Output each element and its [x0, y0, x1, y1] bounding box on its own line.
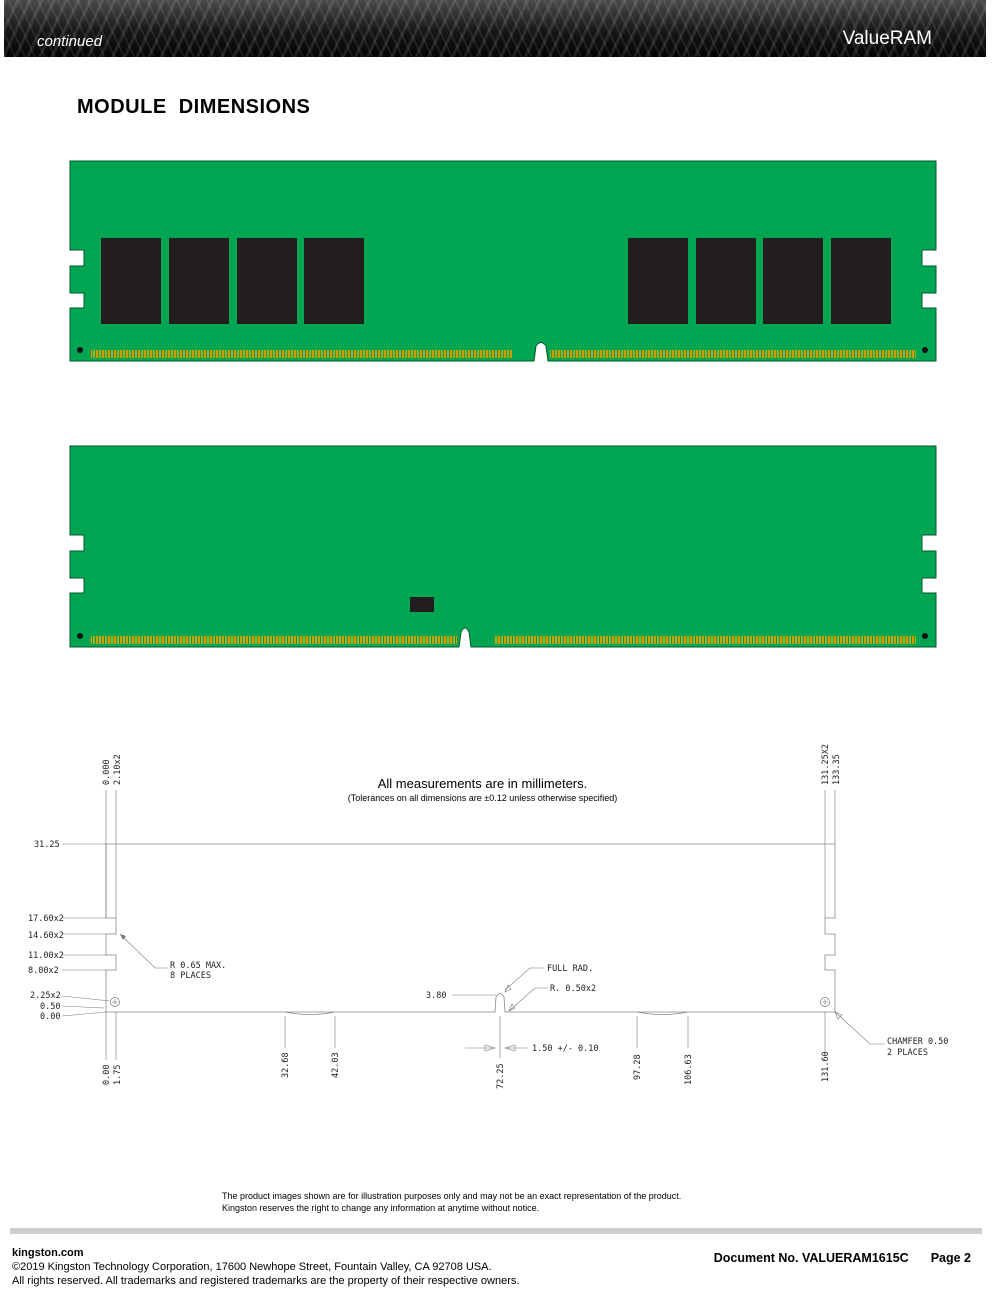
dim-label-left: 14.60x2 — [28, 931, 64, 941]
dim-label-bottom: 0.00 — [102, 1064, 112, 1085]
section-title: MODULE DIMENSIONS — [77, 96, 311, 118]
module-outline — [106, 844, 835, 1012]
dim-label-bottom: 1.75 — [113, 1064, 123, 1085]
mount-hole — [922, 633, 928, 639]
dram-chip — [628, 238, 688, 324]
dram-chip — [169, 238, 229, 324]
radius-callout: 8 PLACES — [170, 971, 211, 981]
footer-divider — [10, 1228, 982, 1234]
dram-chip — [237, 238, 297, 324]
dim-label-left: 2.25x2 — [30, 991, 61, 1001]
module-front-image — [0, 158, 995, 368]
dim-label-left: 17.60x2 — [28, 914, 64, 924]
dim-label-left: 0.00 — [40, 1012, 61, 1022]
chamfer-callout: CHAMFER 0.50 — [887, 1037, 949, 1047]
module-back-image — [0, 443, 995, 653]
continued-label: continued — [37, 33, 103, 50]
company-address: ©2019 Kingston Technology Corporation, 17600 Newhope Street, Fountain Valley, CA 92708 USA. — [12, 1261, 492, 1273]
dim-label-bottom: 97.28 — [633, 1054, 643, 1080]
chamfer-callout: 2 PLACES — [887, 1048, 928, 1058]
dim-label-left: 8.00x2 — [28, 966, 59, 976]
dram-chip — [696, 238, 756, 324]
dram-chip — [763, 238, 823, 324]
dim-label-top: 0.000 — [102, 759, 112, 785]
dim-label-left: 31.25 — [34, 840, 60, 850]
footer-info — [12, 1246, 519, 1288]
pcb-back — [70, 446, 936, 647]
disclaimer-line: Kingston reserves the right to change any information at anytime without notice. — [222, 1203, 540, 1213]
header-banner — [4, 0, 986, 57]
notch-height-label: 3.80 — [426, 991, 447, 1001]
tolerance-note: (Tolerances on all dimensions are ±0.12 unless otherwise specified) — [347, 793, 618, 803]
dram-chip — [304, 238, 364, 324]
gold-contacts-left — [91, 636, 457, 644]
dram-chip — [101, 238, 161, 324]
spd-chip — [410, 597, 434, 612]
measurement-note: All measurements are in millimeters. — [377, 776, 588, 791]
mount-hole — [77, 347, 83, 353]
mount-hole — [922, 347, 928, 353]
dim-label-top: 2.10x2 — [113, 754, 123, 785]
page-number: Page 2 — [930, 1251, 971, 1265]
dim-label-bottom: 106.63 — [684, 1054, 694, 1085]
notch-width-label: 1.50 +/- 0.10 — [532, 1044, 599, 1054]
rights-notice: All rights reserved. All trademarks and registered trademarks are the property of their respective owners. — [12, 1275, 520, 1287]
brand-label: ValueRAM — [842, 28, 932, 49]
dim-label-left: 0.50 — [40, 1002, 61, 1012]
gold-contacts-right — [494, 636, 916, 644]
r050-callout: R. 0.50x2 — [550, 984, 597, 994]
dim-label-top: 131.25X2 — [821, 744, 831, 785]
document-number: Document No. VALUERAM1615C — [713, 1251, 909, 1265]
dram-chip — [831, 238, 891, 324]
dim-label-bottom: 131.60 — [821, 1051, 831, 1082]
dim-label-bottom: 32.68 — [281, 1052, 291, 1078]
dim-label-top: 133.35 — [832, 754, 842, 785]
gold-contacts-left — [91, 350, 513, 358]
site-link[interactable]: kingston.com — [12, 1247, 84, 1259]
disclaimer-line: The product images shown are for illustration purposes only and may not be an exact representation of the product. — [222, 1191, 682, 1201]
dim-label-left: 11.00x2 — [28, 951, 64, 961]
gold-contacts-right — [550, 350, 916, 358]
disclaimer — [222, 1190, 681, 1214]
document-info — [714, 1251, 971, 1265]
dim-label-bottom: 42.03 — [331, 1052, 341, 1078]
radius-callout: R 0.65 MAX. — [170, 961, 227, 971]
dimension-drawing — [0, 730, 995, 1090]
dim-label-bottom: 72.25 — [496, 1063, 506, 1089]
full-rad-callout: FULL RAD. — [547, 964, 594, 974]
mount-hole — [77, 633, 83, 639]
